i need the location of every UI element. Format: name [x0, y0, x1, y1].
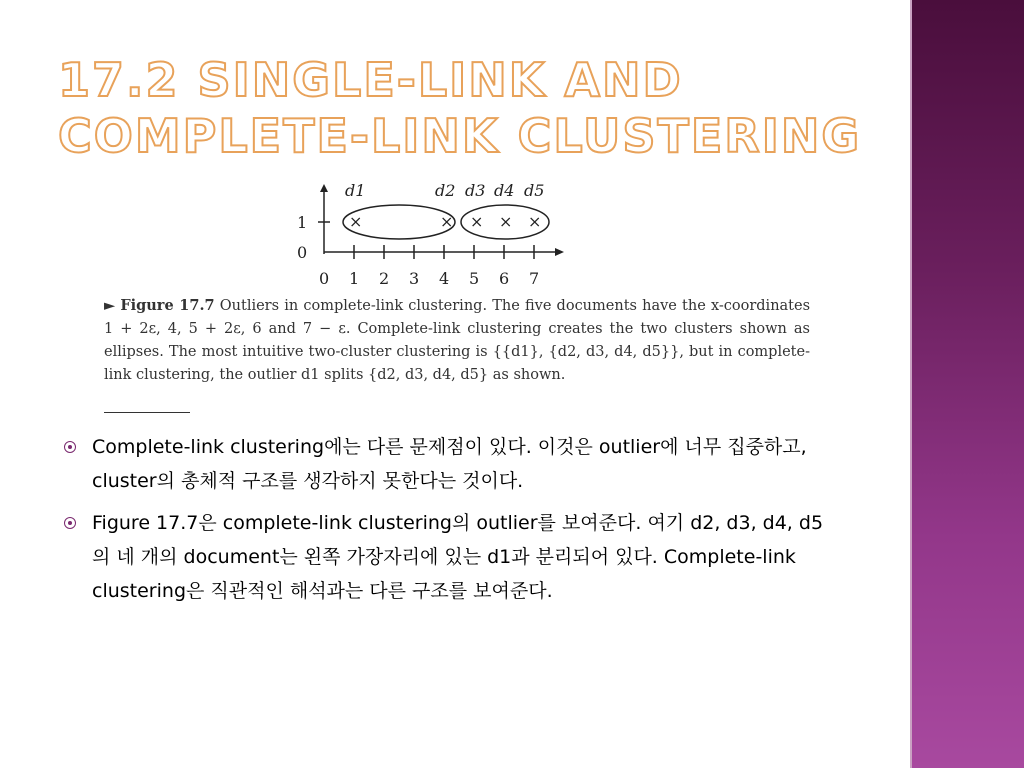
doc-label-d4: d4	[494, 181, 515, 200]
x-tick-6: 6	[499, 269, 510, 288]
decorative-sidebar	[912, 0, 1024, 768]
doc-marker-d5: ×	[528, 212, 542, 231]
y-axis-arrow	[320, 184, 328, 192]
y-label-1: 1	[297, 213, 308, 232]
x-tick-0: 0	[319, 269, 330, 288]
doc-marker-d2: ×	[440, 212, 454, 231]
x-tick-2: 2	[379, 269, 390, 288]
slide-title: 17.2 SINGLE-LINK AND COMPLETE-LINK CLUSTERING	[58, 53, 862, 163]
circle-bullet-icon	[64, 441, 76, 453]
caption-text: Outliers in complete-link clustering. The five documents have the x-coordinates 1 + 2ε, 4, 5 + 2ε, 6 and 7 − ε. Complete-link clustering creates the two clusters shown as ellipses. The most intuitive two-cluster clustering is {{d1}, {d2, d3, d4, d5}}, but in complete-link clustering, the outlier d1 splits {d2, d3, d4, d5} as shown.	[104, 298, 811, 383]
doc-marker-d3: ×	[470, 212, 484, 231]
bullet-item	[64, 506, 840, 608]
figure-17-7-diagram	[285, 178, 585, 290]
x-tick-5: 5	[469, 269, 480, 288]
x-tick-1: 1	[349, 269, 360, 288]
x-tick-4: 4	[439, 269, 450, 288]
bullet-text: Complete-link clustering에는 다른 문제점이 있다. 이것은 outlier에 너무 집중하고, cluster의 총체적 구조를 생각하지 못한다는 것이다.	[92, 436, 807, 492]
doc-label-d5: d5	[524, 181, 545, 200]
caption-divider	[104, 412, 190, 413]
doc-marker-d1: ×	[349, 212, 363, 231]
x-tick-7: 7	[529, 269, 540, 288]
doc-label-d3: d3	[465, 181, 486, 200]
y-label-0: 0	[297, 243, 308, 262]
doc-label-d2: d2	[435, 181, 456, 200]
doc-label-d1: d1	[345, 181, 366, 200]
figure-caption	[104, 294, 810, 387]
caption-label: Figure 17.7	[120, 297, 215, 314]
circle-bullet-icon	[64, 517, 76, 529]
doc-marker-d4: ×	[499, 212, 513, 231]
x-axis-arrow	[555, 248, 564, 256]
bullet-item	[64, 430, 840, 498]
bullet-list	[64, 430, 840, 616]
caption-arrow-icon: ►	[104, 298, 116, 314]
x-tick-3: 3	[409, 269, 420, 288]
bullet-text: Figure 17.7은 complete-link clustering의 outlier를 보여준다. 여기 d2, d3, d4, d5의 네 개의 document는 왼쪽 가장자리에 있는 d1과 분리되어 있다. Complete-link clustering은 직관적인 해석과는 다른 구조를 보여준다.	[92, 512, 824, 602]
